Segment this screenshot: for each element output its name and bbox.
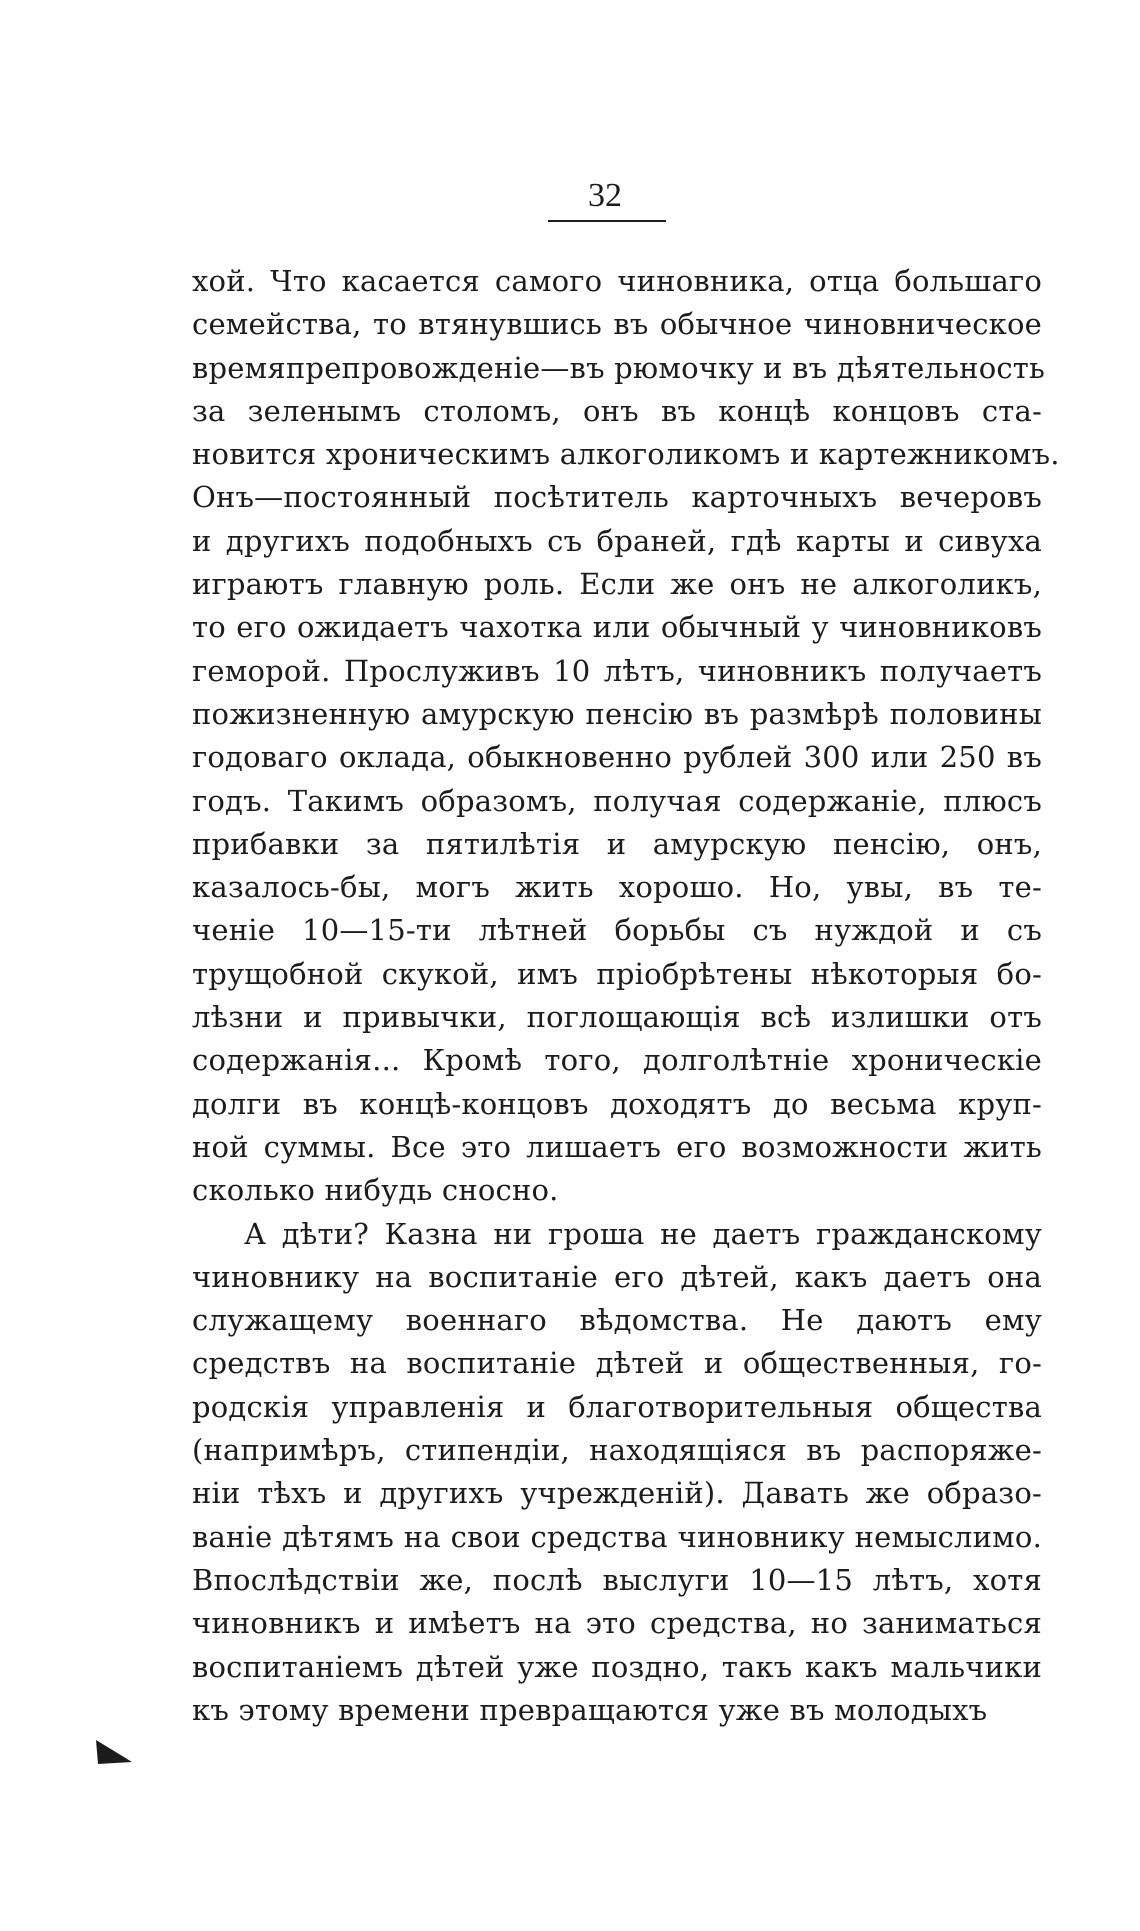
text-line: Впослѣдствіи же, послѣ выслуги 10—15 лѣтъ, хотя: [192, 1562, 1042, 1597]
text-line: и другихъ подобныхъ съ браней, гдѣ карты и сивуха: [192, 523, 1042, 558]
text-line: ченіе 10—15-ти лѣтней борьбы съ нуждой и съ: [192, 913, 1042, 948]
text-line: годоваго оклада, обыкновенно рублей 300 или 250 въ: [192, 740, 1042, 775]
page-number: 32: [588, 177, 622, 214]
text-line: годъ. Такимъ образомъ, получая содержаніе, плюсъ: [192, 783, 1042, 818]
text-line: пожизненную амурскую пенсію въ размѣрѣ половины: [192, 696, 1042, 731]
text-line: воспитаніемъ дѣтей уже поздно, такъ какъ мальчики: [192, 1649, 1042, 1684]
text-line: ной суммы. Все это лишаетъ его возможности жить: [192, 1129, 1042, 1164]
text-line: прибавки за пятилѣтія и амурскую пенсію, онъ,: [192, 826, 1042, 861]
paragraph: [192, 260, 1060, 1213]
text-line: казалось-бы, могъ жить хорошо. Но, увы, въ те-: [192, 870, 1042, 905]
text-line: Онъ—постоянный посѣтитель карточныхъ вечеровъ: [192, 480, 1042, 515]
text-line: сколько нибудь сносно.: [192, 1173, 559, 1208]
text-line: то его ожидаетъ чахотка или обычный у чиновниковъ: [192, 610, 1042, 645]
text-line: за зеленымъ столомъ, онъ въ концѣ концовъ ста-: [192, 393, 1042, 428]
text-line: лѣзни и привычки, поглощающія всѣ излишки отъ: [192, 1000, 1042, 1035]
body-text: [192, 260, 1060, 1732]
text-line: родскія управленія и благотворительныя общества: [192, 1389, 1042, 1424]
text-line: средствъ на воспитаніе дѣтей и общественныя, го-: [192, 1346, 1042, 1381]
text-line: семейства, то втянувшись въ обычное чиновническое: [192, 307, 1042, 342]
text-line: (напримѣръ, стипендіи, находящіяся въ распоряже-: [192, 1433, 1042, 1468]
text-line: чиновникъ и имѣетъ на это средства, но заниматься: [192, 1606, 1042, 1641]
text-line: А дѣти? Казна ни гроша не даетъ гражданскому: [244, 1216, 1042, 1251]
paragraph: [192, 1213, 1042, 1733]
corner-mark-icon: [94, 1738, 134, 1766]
text-line: содержанія... Кромѣ того, долголѣтніе хроническіе: [192, 1043, 1042, 1078]
text-line: ніи тѣхъ и другихъ учрежденій). Давать же образо-: [192, 1476, 1042, 1511]
text-line: новится хроническимъ алкоголикомъ и картежникомъ.: [192, 437, 1060, 472]
text-line: хой. Что касается самого чиновника, отца большаго: [192, 264, 1042, 298]
text-line: чиновнику на воспитаніе его дѣтей, какъ даетъ она: [192, 1259, 1042, 1294]
text-line: играютъ главную роль. Если же онъ не алкоголикъ,: [192, 567, 1042, 602]
text-line: ваніе дѣтямъ на свои средства чиновнику немыслимо.: [192, 1519, 1042, 1554]
text-line: времяпрепровожденіе—въ рюмочку и въ дѣятельность: [192, 350, 1046, 385]
page-number-rule: [548, 220, 666, 222]
text-line: геморой. Прослуживъ 10 лѣтъ, чиновникъ получаетъ: [192, 653, 1042, 688]
text-line: долги въ концѣ-концовъ доходятъ до весьма круп-: [192, 1086, 1042, 1121]
text-line: трущобной скукой, имъ пріобрѣтены нѣкоторыя бо-: [192, 956, 1042, 991]
text-line: къ этому времени превращаются уже въ молодыхъ: [192, 1692, 988, 1727]
text-line: служащему военнаго вѣдомства. Не даютъ ему: [192, 1303, 1042, 1338]
